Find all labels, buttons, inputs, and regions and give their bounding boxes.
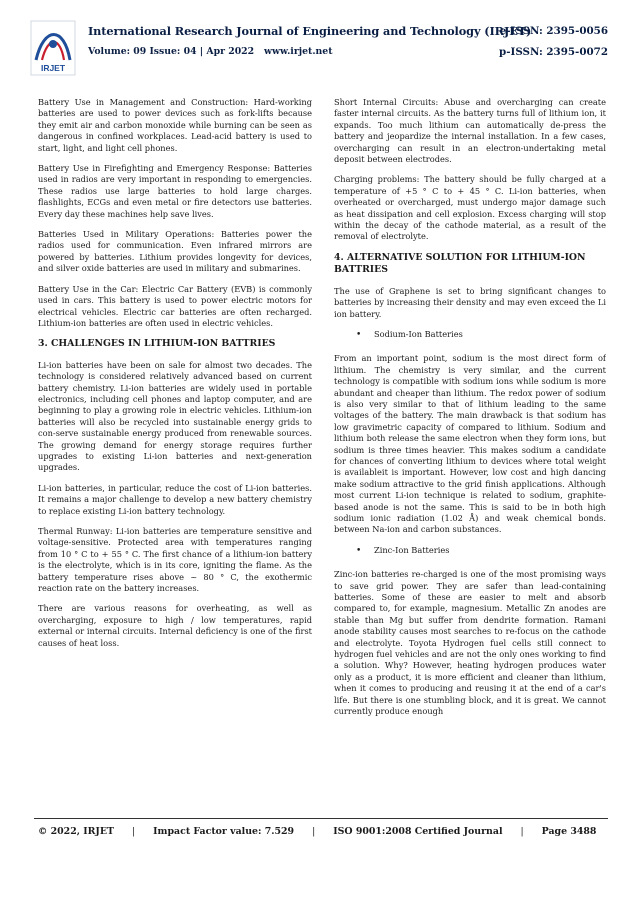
paragraph: Li-ion batteries, in particular, reduce the cost of Li-ion batteries. It remains a major challenge to develop a new battery chemistry to replace existing Li-ion battery technology. [38,482,312,516]
paragraph: Li-ion batteries have been on sale for almost two decades. The technology is considered relatively advanced based on current battery chemistry. Li-ion batteries are widely used in portable electronics, including cell phones and laptop computer, and are beginning to play a growing role in electric vehicles. Lithium-ion batteries will also be recycled into sustainable energy grids to con-serve sustainable energy produced from renewable sources. The growing demand for energy storage requires further upgrades to existing Li-ion batteries and next-generation upgrades. [38,359,312,473]
section-heading-4: 4. ALTERNATIVE SOLUTION FOR LITHIUM-ION BATTRIES [334,251,586,276]
footer-divider [34,818,608,819]
right-column [334,97,606,815]
journal-header [30,18,610,82]
section-heading-3: 3. CHALLENGES IN LITHIUM-ION BATTRIES [38,338,276,350]
paragraph: The use of Graphene is set to bring significant changes to batteries by increasing their density and may even exceed the Li ion battery. [334,285,606,319]
list-item-label: Sodium-Ion Batteries [374,328,463,339]
paragraph: Battery Use in Management and Construction: Hard-working batteries are used to power devices such as fork-lifts because they emit air and carbon monoxide while burning can be seen as dangerous in confined workplaces. Lead-acid battery is used to start, light, and light cell phones. [38,97,312,153]
eissn: e-ISSN: 2395-0056 [499,25,608,37]
footer-separator: | [520,826,524,837]
paragraph: Short Internal Circuits: Abuse and overcharging can create faster internal circuits. As the battery turns full of lithium ion, it expands. Too much lithium can automatically de-press the battery and jeopardize the internal installation. In a few cases, overcharging can result in an electron-undertaking metal deposit between electrodes. [334,97,606,165]
list-item-zinc-ion [356,545,606,557]
bullet-icon: • [356,545,362,556]
paragraph: Zinc-ion batteries re-charged is one of the most promising ways to save grid power. They are safer than lead-containing batteries. Some of these are easier to melt and absorb compared to, for example, magnesium. Metallic Zn anodes are stable than Mg but suffer from dendrite formation. Ramani anode stability causes most searches to re-focus on the cathode and electrolyte. Toyota Hydrogen fuel cells still connect to hydrogen fuel vehicles and are not the only ones working to find a solution. Why? However, heating hydrogen produces water only as a product, it is more efficient and cleaner than lithium, when it comes to producing and reusing it at the end of a car's life. But there is one stumbling block, and it is great. We cannot currently produce enough [334,569,606,717]
paragraph: Battery Use in the Car: Electric Car Battery (EVB) is commonly used in cars. This battery is used to power electric motors for electrical vehicles. Electric car batteries are often recharged. Lithium-ion batteries are often used in electric vehicles. [38,283,312,328]
footer-separator: | [312,826,316,837]
paragraph: From an important point, sodium is the most direct form of lithium. The chemistry is very similar, and the current technology is compatible with sodium ions while sodium is more abundant and cheaper than lithium. The redox power of sodium is also very similar to that of lithium leading to the same voltages of the battery. The main drawback is that sodium has low gravimetric capacity of compared to lithium. Sodium and lithium both release the same electron when they form ions, but sodium is three times heavier. This makes sodium a candidate for chances of converting lithium to devices where total weight is availableit is important. However, low cost and high dancing make sodium attractive to the grid finish applications. Although most current Li-ion technique is related to sodium, graphite-based anode is not the same. This is said to be in both high sodium ionic radiation (1.02 Å) and weak chemical bonds. between Na-ion and carbon substances. [334,353,606,535]
paragraph: Thermal Runway: Li-ion batteries are temperature sensitive and voltage-sensitive. Protected area with temperatures ranging from 10 ° C to + 55 ° C. The first chance of a lithium-ion battery is the electrolyte, which is in its core, igniting the flame. As the battery temperature rises above ~ 80 ° C, the exothermic reaction rate on the battery increases. [38,526,312,594]
bullet-icon: • [356,329,362,340]
list-item-sodium-ion [356,329,606,341]
list-item-label: Zinc-Ion Batteries [374,544,450,555]
footer-iso-certification: ISO 9001:2008 Certified Journal [333,826,503,837]
paragraph: There are various reasons for overheating, as well as overcharging, exposure to high / low temperatures, rapid external or internal circuits. Internal deficiency is one of the first causes of heat loss. [38,603,312,648]
footer-page-number: Page 3488 [541,826,597,837]
pissn: p-ISSN: 2395-0072 [499,46,608,58]
paragraph: Batteries Used in Military Operations: Batteries power the radios used for communication. Even infrared mirrors are powered by batteries. Lithium provides longevity for devices, and silver oxide batteries are used in military and submarines. [38,229,312,274]
paragraph: Battery Use in Firefighting and Emergency Response: Batteries used in radios are very important in responding to emergencies. These radios use large batteries to hold large charges. flashlights, ECGs and even metal or fire detectors use batteries. Every day these machines help save lives. [38,163,312,219]
left-column [38,97,312,815]
page-footer [38,826,596,837]
paragraph: Charging problems: The battery should be fully charged at a temperature of +5 ° C to + 45 ° C. Li-ion batteries, when overheated or overcharged, must undergo major damage such as heat dissipation and cell explosion. Excess charging will stop within the decay of the cathode material, as a result of the removal of electrolyte. [334,174,606,242]
journal-title: International Research Journal of Engineering and Technology (IRJET) [88,24,532,38]
footer-copyright: © 2022, IRJET [38,826,114,837]
irjet-logo [30,20,76,76]
volume-issue: Volume: 09 Issue: 04 | Apr 2022 [88,46,255,57]
svg-text:IRJET: IRJET [40,63,66,73]
footer-impact-factor: Impact Factor value: 7.529 [153,826,295,837]
footer-separator: | [132,826,136,837]
journal-website-link[interactable]: www.irjet.net [264,46,333,57]
